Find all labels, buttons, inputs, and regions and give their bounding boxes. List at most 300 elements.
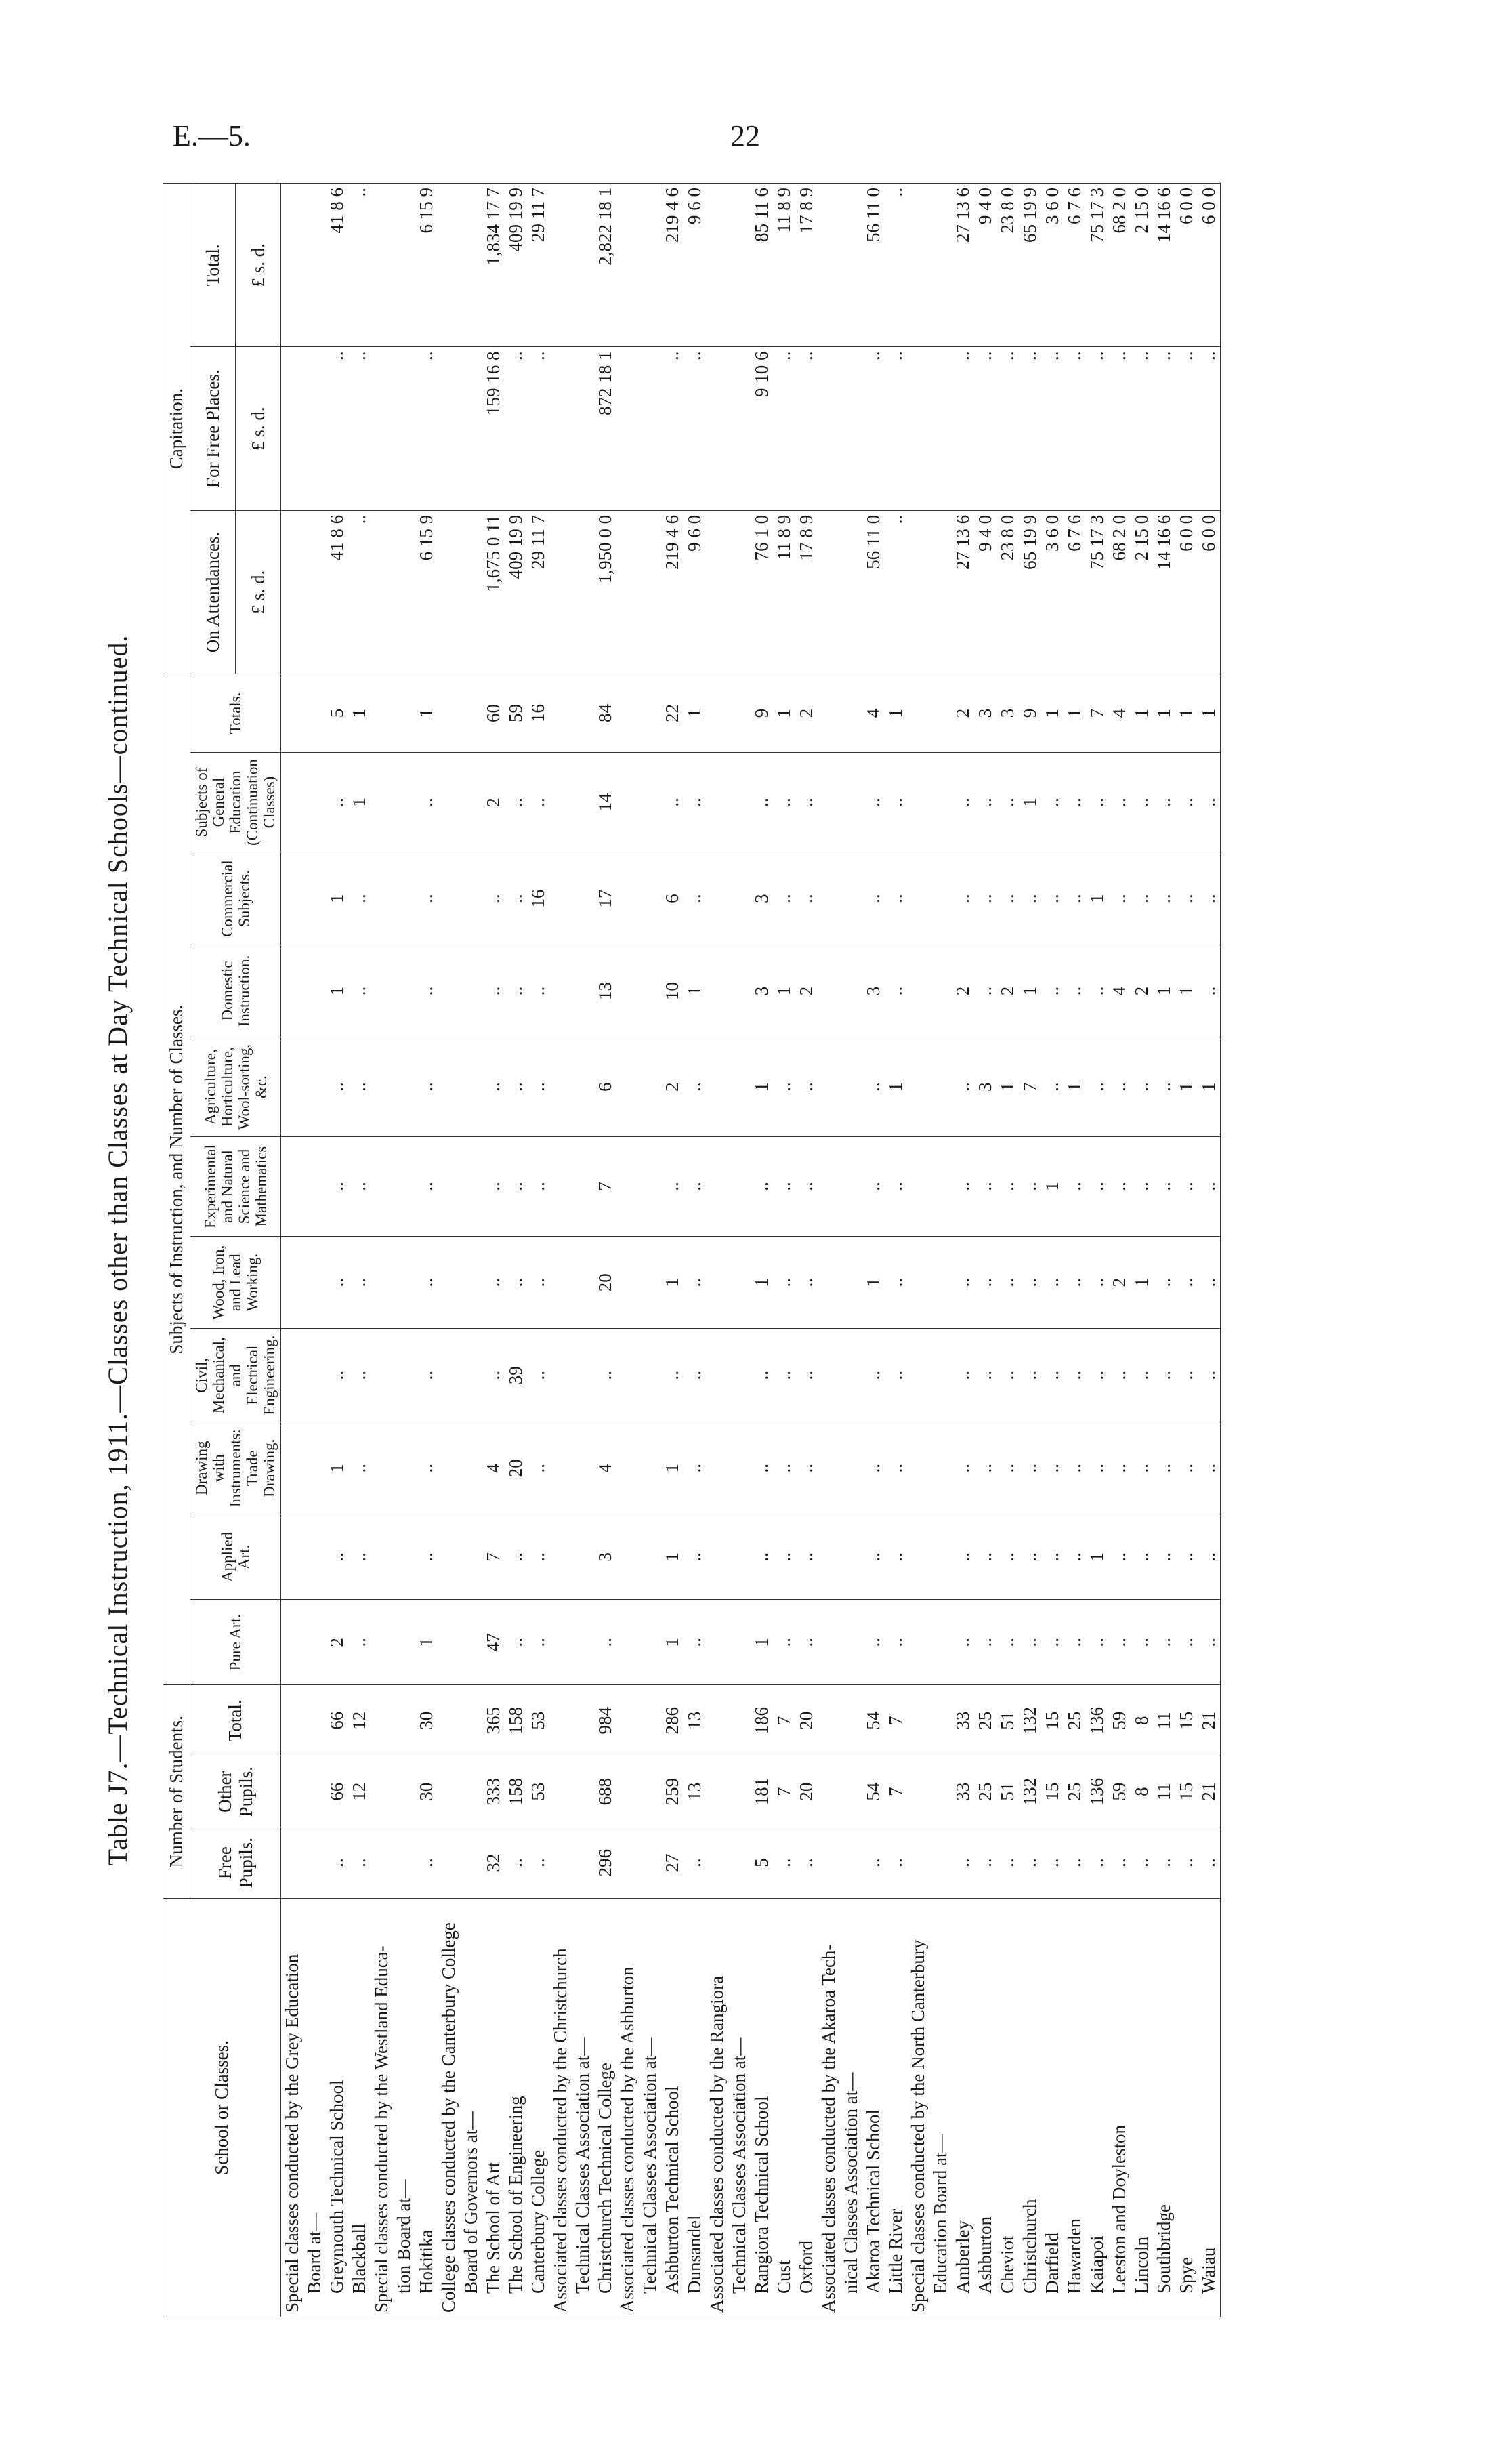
- cell-totals: 1: [1064, 674, 1086, 752]
- cell-general: [371, 752, 393, 852]
- cell-wood: ..: [1086, 1236, 1108, 1328]
- cell-other: 15: [1041, 1756, 1064, 1827]
- cell-other: 66: [326, 1756, 348, 1827]
- col-school: School or Classes.: [163, 1899, 281, 2317]
- cell-drawing: [281, 1422, 304, 1514]
- cell-fp: 872 18 1: [594, 347, 616, 510]
- cell-cap: 56 11 0: [862, 184, 885, 348]
- cell-totals: 1: [348, 674, 371, 752]
- cell-general: [549, 752, 572, 852]
- cell-att: 29 11 7: [527, 510, 549, 674]
- cell-wood: 20: [594, 1236, 616, 1328]
- cell-pure: [639, 1600, 661, 1685]
- cell-agri: ..: [415, 1037, 438, 1137]
- cell-civil: ..: [1086, 1329, 1108, 1422]
- table-row: [952, 184, 974, 2317]
- cell-science: ..: [1131, 1137, 1153, 1237]
- cell-agri: ..: [326, 1037, 348, 1137]
- cell-cap: [907, 184, 929, 348]
- cell-civil: [706, 1329, 728, 1422]
- school-name: The School of Art: [482, 1899, 505, 2317]
- cell-civil: [281, 1329, 304, 1422]
- cell-applied: ..: [952, 1514, 974, 1600]
- cell-other: 136: [1086, 1756, 1108, 1827]
- col-general-education: Subjects of General Education (Continuation Classes): [190, 752, 281, 852]
- cell-drawing: 4: [594, 1422, 616, 1514]
- cell-commercial: ..: [348, 852, 371, 945]
- cell-wood: ..: [326, 1236, 348, 1328]
- cell-civil: ..: [684, 1329, 706, 1422]
- cell-applied: ..: [348, 1514, 371, 1600]
- cell-att: [818, 510, 840, 674]
- cell-drawing: 1: [661, 1422, 684, 1514]
- cell-free: [706, 1827, 728, 1899]
- cell-pure: ..: [505, 1600, 527, 1685]
- cell-fp: ..: [773, 347, 795, 510]
- cell-pure: 1: [751, 1600, 773, 1685]
- cell-cap: 14 16 6: [1153, 184, 1175, 348]
- cell-wood: ..: [773, 1236, 795, 1328]
- cell-science: 1: [1041, 1137, 1064, 1237]
- cell-general: [572, 752, 594, 852]
- cell-general: ..: [1131, 752, 1153, 852]
- cell-science: ..: [326, 1137, 348, 1237]
- cell-total: [907, 1685, 929, 1756]
- cell-wood: ..: [1153, 1236, 1175, 1328]
- cell-fp: [639, 347, 661, 510]
- cell-att: 17 8 9: [795, 510, 818, 674]
- cell-cap: [818, 184, 840, 348]
- school-name: Darfield: [1041, 1899, 1064, 2317]
- cell-commercial: [706, 852, 728, 945]
- cell-total: 13: [684, 1685, 706, 1756]
- cell-att: [281, 510, 304, 674]
- school-name: Christchurch: [1019, 1899, 1041, 2317]
- cell-civil: [393, 1329, 415, 1422]
- cell-fp: ..: [952, 347, 974, 510]
- cell-att: ..: [885, 510, 907, 674]
- cell-general: ..: [773, 752, 795, 852]
- cell-pure: [706, 1600, 728, 1685]
- cell-att: [929, 510, 952, 674]
- cell-civil: [572, 1329, 594, 1422]
- cell-domestic: 1: [1175, 945, 1198, 1037]
- cell-free: ..: [1019, 1827, 1041, 1899]
- school-name: Little River: [885, 1899, 907, 2317]
- cell-agri: 1: [751, 1037, 773, 1137]
- cell-wood: 2: [1108, 1236, 1131, 1328]
- school-name: Leeston and Doyleston: [1108, 1899, 1131, 2317]
- cell-commercial: ..: [415, 852, 438, 945]
- cell-civil: [616, 1329, 639, 1422]
- cell-free: [929, 1827, 952, 1899]
- cell-wood: ..: [1198, 1236, 1221, 1328]
- cell-fp: [616, 347, 639, 510]
- cell-cap: 65 19 9: [1019, 184, 1041, 348]
- cell-total: [460, 1685, 482, 1756]
- cell-pure: ..: [1175, 1600, 1198, 1685]
- cell-free: [907, 1827, 929, 1899]
- cell-totals: 9: [1019, 674, 1041, 752]
- page-number: 22: [730, 119, 760, 152]
- cell-pure: 1: [661, 1600, 684, 1685]
- cell-applied: [616, 1514, 639, 1600]
- table-row: [840, 184, 862, 2317]
- cell-drawing: ..: [1131, 1422, 1153, 1514]
- cell-commercial: ..: [482, 852, 505, 945]
- cell-civil: [818, 1329, 840, 1422]
- cell-commercial: [907, 852, 929, 945]
- cell-commercial: ..: [885, 852, 907, 945]
- cell-totals: 4: [1108, 674, 1131, 752]
- cell-commercial: ..: [1019, 852, 1041, 945]
- cell-agri: ..: [1153, 1037, 1175, 1137]
- cell-cap: 23 8 0: [996, 184, 1019, 348]
- col-on-attendances: On Attendances.: [190, 510, 236, 674]
- cell-domestic: [549, 945, 572, 1037]
- cell-drawing: [616, 1422, 639, 1514]
- school-name: Technical Classes Association at—: [639, 1899, 661, 2317]
- cell-totals: [929, 674, 952, 752]
- cell-totals: 1: [415, 674, 438, 752]
- cell-general: ..: [527, 752, 549, 852]
- cell-fp: [393, 347, 415, 510]
- cell-science: [840, 1137, 862, 1237]
- cell-other: 132: [1019, 1756, 1041, 1827]
- cell-domestic: 4: [1108, 945, 1131, 1037]
- school-name: Greymouth Technical School: [326, 1899, 348, 2317]
- cell-att: [907, 510, 929, 674]
- cell-science: ..: [952, 1137, 974, 1237]
- cell-cap: 3 6 0: [1041, 184, 1064, 348]
- cell-commercial: ..: [1198, 852, 1221, 945]
- cell-fp: [728, 347, 751, 510]
- cell-science: ..: [1064, 1137, 1086, 1237]
- cell-commercial: [303, 852, 326, 945]
- cell-cap: 6 7 6: [1064, 184, 1086, 348]
- cell-att: [616, 510, 639, 674]
- cell-commercial: [616, 852, 639, 945]
- cell-science: ..: [795, 1137, 818, 1237]
- cell-total: 51: [996, 1685, 1019, 1756]
- cell-fp: ..: [862, 347, 885, 510]
- cell-civil: ..: [1198, 1329, 1221, 1422]
- cell-pure: ..: [795, 1600, 818, 1685]
- cell-att: 23 8 0: [996, 510, 1019, 674]
- cell-drawing: [929, 1422, 952, 1514]
- cell-science: ..: [527, 1137, 549, 1237]
- cell-domestic: 2: [795, 945, 818, 1037]
- cell-total: 33: [952, 1685, 974, 1756]
- cell-drawing: ..: [1064, 1422, 1086, 1514]
- cell-general: [281, 752, 304, 852]
- cell-fp: [303, 347, 326, 510]
- cell-free: ..: [1041, 1827, 1064, 1899]
- cell-commercial: [393, 852, 415, 945]
- cell-wood: [281, 1236, 304, 1328]
- cell-att: 11 8 9: [773, 510, 795, 674]
- cell-commercial: 16: [527, 852, 549, 945]
- cell-drawing: ..: [415, 1422, 438, 1514]
- cell-civil: ..: [996, 1329, 1019, 1422]
- cell-drawing: [706, 1422, 728, 1514]
- cell-science: ..: [1019, 1137, 1041, 1237]
- cell-wood: ..: [505, 1236, 527, 1328]
- cell-totals: 7: [1086, 674, 1108, 752]
- cell-domestic: [616, 945, 639, 1037]
- cell-commercial: [460, 852, 482, 945]
- cell-other: 7: [773, 1756, 795, 1827]
- cell-agri: [549, 1037, 572, 1137]
- cell-free: 296: [594, 1827, 616, 1899]
- cell-cap: [393, 184, 415, 348]
- cell-wood: ..: [885, 1236, 907, 1328]
- cell-drawing: ..: [1086, 1422, 1108, 1514]
- cell-wood: [706, 1236, 728, 1328]
- school-name: Kaiapoi: [1086, 1899, 1108, 2317]
- cell-total: [371, 1685, 393, 1756]
- cell-civil: [371, 1329, 393, 1422]
- cell-totals: [706, 674, 728, 752]
- cell-general: ..: [885, 752, 907, 852]
- cell-cap: 17 8 9: [795, 184, 818, 348]
- table-row: [1041, 184, 1064, 2317]
- cell-fp: ..: [326, 347, 348, 510]
- cell-applied: [438, 1514, 460, 1600]
- cell-total: [728, 1685, 751, 1756]
- cell-agri: 1: [885, 1037, 907, 1137]
- cell-other: [639, 1756, 661, 1827]
- col-wood-iron: Wood, Iron, and Lead Working.: [190, 1236, 281, 1328]
- table-row: [974, 184, 996, 2317]
- cell-drawing: ..: [952, 1422, 974, 1514]
- cell-applied: ..: [1019, 1514, 1041, 1600]
- cell-commercial: 3: [751, 852, 773, 945]
- cell-general: 1: [1019, 752, 1041, 852]
- cell-wood: [907, 1236, 929, 1328]
- col-other-pupils: Other Pupils.: [190, 1756, 281, 1827]
- cell-civil: [907, 1329, 929, 1422]
- cell-pure: [438, 1600, 460, 1685]
- cell-drawing: ..: [773, 1422, 795, 1514]
- school-name: Board of Governors at—: [460, 1899, 482, 2317]
- cell-science: ..: [348, 1137, 371, 1237]
- cell-general: [393, 752, 415, 852]
- rotated-table-region: [102, 183, 1368, 2317]
- cell-fp: ..: [885, 347, 907, 510]
- cell-pure: ..: [862, 1600, 885, 1685]
- cell-domestic: [460, 945, 482, 1037]
- cell-pure: ..: [527, 1600, 549, 1685]
- cell-general: [438, 752, 460, 852]
- cell-general: ..: [1175, 752, 1198, 852]
- cell-other: [572, 1756, 594, 1827]
- cell-science: ..: [1153, 1137, 1175, 1237]
- cell-totals: [572, 674, 594, 752]
- cell-agri: [616, 1037, 639, 1137]
- col-civil-engineering: Civil, Mechanical, and Electrical Engineering.: [190, 1329, 281, 1422]
- cell-drawing: ..: [527, 1422, 549, 1514]
- cell-fp: [438, 347, 460, 510]
- cell-att: 76 1 0: [751, 510, 773, 674]
- cell-science: ..: [1108, 1137, 1131, 1237]
- cell-commercial: ..: [684, 852, 706, 945]
- cell-other: [907, 1756, 929, 1827]
- cell-agri: 7: [1019, 1037, 1041, 1137]
- school-name: Waiau: [1198, 1899, 1221, 2317]
- cell-free: ..: [326, 1827, 348, 1899]
- cell-general: [840, 752, 862, 852]
- cell-totals: 2: [952, 674, 974, 752]
- cell-pure: ..: [1153, 1600, 1175, 1685]
- cell-domestic: [281, 945, 304, 1037]
- cell-commercial: [549, 852, 572, 945]
- cell-agri: [929, 1037, 952, 1137]
- cell-att: 6 15 9: [415, 510, 438, 674]
- cell-fp: [840, 347, 862, 510]
- cell-domestic: ..: [885, 945, 907, 1037]
- cell-science: 7: [594, 1137, 616, 1237]
- cell-total: [840, 1685, 862, 1756]
- cell-att: 409 19 9: [505, 510, 527, 674]
- cell-applied: [929, 1514, 952, 1600]
- cell-civil: ..: [751, 1329, 773, 1422]
- school-name: Amberley: [952, 1899, 974, 2317]
- col-drawing: Drawing with Instruments: Trade Drawing.: [190, 1422, 281, 1514]
- cell-att: 9 4 0: [974, 510, 996, 674]
- cell-free: ..: [795, 1827, 818, 1899]
- cell-other: [549, 1756, 572, 1827]
- cell-domestic: ..: [482, 945, 505, 1037]
- cell-commercial: [728, 852, 751, 945]
- cell-fp: ..: [795, 347, 818, 510]
- cell-att: 68 2 0: [1108, 510, 1131, 674]
- cell-civil: ..: [1153, 1329, 1175, 1422]
- cell-drawing: 4: [482, 1422, 505, 1514]
- cell-commercial: ..: [1108, 852, 1131, 945]
- cell-free: ..: [1064, 1827, 1086, 1899]
- cell-commercial: [840, 852, 862, 945]
- cell-free: ..: [1131, 1827, 1153, 1899]
- school-name: Christchurch Technical College: [594, 1899, 616, 2317]
- table-row: [1064, 184, 1086, 2317]
- cell-science: ..: [773, 1137, 795, 1237]
- cell-civil: ..: [326, 1329, 348, 1422]
- cell-agri: ..: [773, 1037, 795, 1137]
- cell-commercial: ..: [974, 852, 996, 945]
- col-subjects-group: Subjects of Instruction, and Number of Classes.: [163, 674, 190, 1685]
- cell-drawing: [818, 1422, 840, 1514]
- cell-other: 25: [974, 1756, 996, 1827]
- cell-totals: 3: [996, 674, 1019, 752]
- cell-civil: ..: [1064, 1329, 1086, 1422]
- cell-wood: ..: [415, 1236, 438, 1328]
- cell-wood: ..: [482, 1236, 505, 1328]
- school-name: Rangiora Technical School: [751, 1899, 773, 2317]
- cell-cap: 41 8 6: [326, 184, 348, 348]
- cell-total: [438, 1685, 460, 1756]
- cell-commercial: [572, 852, 594, 945]
- cell-other: 51: [996, 1756, 1019, 1827]
- cell-other: [393, 1756, 415, 1827]
- cell-other: 11: [1153, 1756, 1175, 1827]
- cell-free: ..: [1153, 1827, 1175, 1899]
- school-name: Southbridge: [1153, 1899, 1175, 2317]
- cell-science: [371, 1137, 393, 1237]
- cell-totals: 1: [1198, 674, 1221, 752]
- cell-totals: [549, 674, 572, 752]
- cell-free: ..: [996, 1827, 1019, 1899]
- cell-drawing: ..: [862, 1422, 885, 1514]
- cell-total: [929, 1685, 952, 1756]
- cell-science: [393, 1137, 415, 1237]
- col-applied-art: Applied Art.: [190, 1514, 281, 1600]
- cell-cap: 6 0 0: [1198, 184, 1221, 348]
- cell-fp: [460, 347, 482, 510]
- cell-domestic: 1: [1019, 945, 1041, 1037]
- cell-cap: 75 17 3: [1086, 184, 1108, 348]
- table-row: [706, 184, 728, 2317]
- cell-free: ..: [527, 1827, 549, 1899]
- cell-drawing: ..: [1019, 1422, 1041, 1514]
- cell-other: 688: [594, 1756, 616, 1827]
- cell-agri: 1: [1175, 1037, 1198, 1137]
- table-row: [1108, 184, 1131, 2317]
- cell-free: [549, 1827, 572, 1899]
- cell-cap: [549, 184, 572, 348]
- cell-total: 66: [326, 1685, 348, 1756]
- table-row: [594, 184, 616, 2317]
- table-row: [751, 184, 773, 2317]
- cell-general: ..: [1086, 752, 1108, 852]
- table-row: [482, 184, 505, 2317]
- school-name: Special classes conducted by the Westland Educa-: [371, 1899, 393, 2317]
- cell-pure: ..: [996, 1600, 1019, 1685]
- cell-totals: 2: [795, 674, 818, 752]
- cell-pure: 2: [326, 1600, 348, 1685]
- cell-applied: [281, 1514, 304, 1600]
- cell-science: [549, 1137, 572, 1237]
- cell-fp: ..: [1108, 347, 1131, 510]
- cell-totals: 84: [594, 674, 616, 752]
- col-commercial: Commercial Subjects.: [190, 852, 281, 945]
- cell-general: [818, 752, 840, 852]
- cell-drawing: [549, 1422, 572, 1514]
- cell-drawing: ..: [996, 1422, 1019, 1514]
- school-name: The School of Engineering: [505, 1899, 527, 2317]
- school-name: Ashburton Technical School: [661, 1899, 684, 2317]
- col-pure-art: Pure Art.: [190, 1600, 281, 1685]
- cell-free: ..: [974, 1827, 996, 1899]
- cell-total: 186: [751, 1685, 773, 1756]
- cell-att: 1,950 0 0: [594, 510, 616, 674]
- cell-domestic: 1: [773, 945, 795, 1037]
- cell-fp: ..: [1198, 347, 1221, 510]
- cell-commercial: ..: [862, 852, 885, 945]
- cell-agri: 3: [974, 1037, 996, 1137]
- cell-totals: 1: [1131, 674, 1153, 752]
- cell-science: ..: [415, 1137, 438, 1237]
- cell-science: ..: [482, 1137, 505, 1237]
- cell-cap: 11 8 9: [773, 184, 795, 348]
- cell-drawing: ..: [1198, 1422, 1221, 1514]
- cell-pure: ..: [952, 1600, 974, 1685]
- cell-science: [303, 1137, 326, 1237]
- cell-totals: 9: [751, 674, 773, 752]
- cell-other: 12: [348, 1756, 371, 1827]
- cell-applied: [460, 1514, 482, 1600]
- cell-cap: 9 6 0: [684, 184, 706, 348]
